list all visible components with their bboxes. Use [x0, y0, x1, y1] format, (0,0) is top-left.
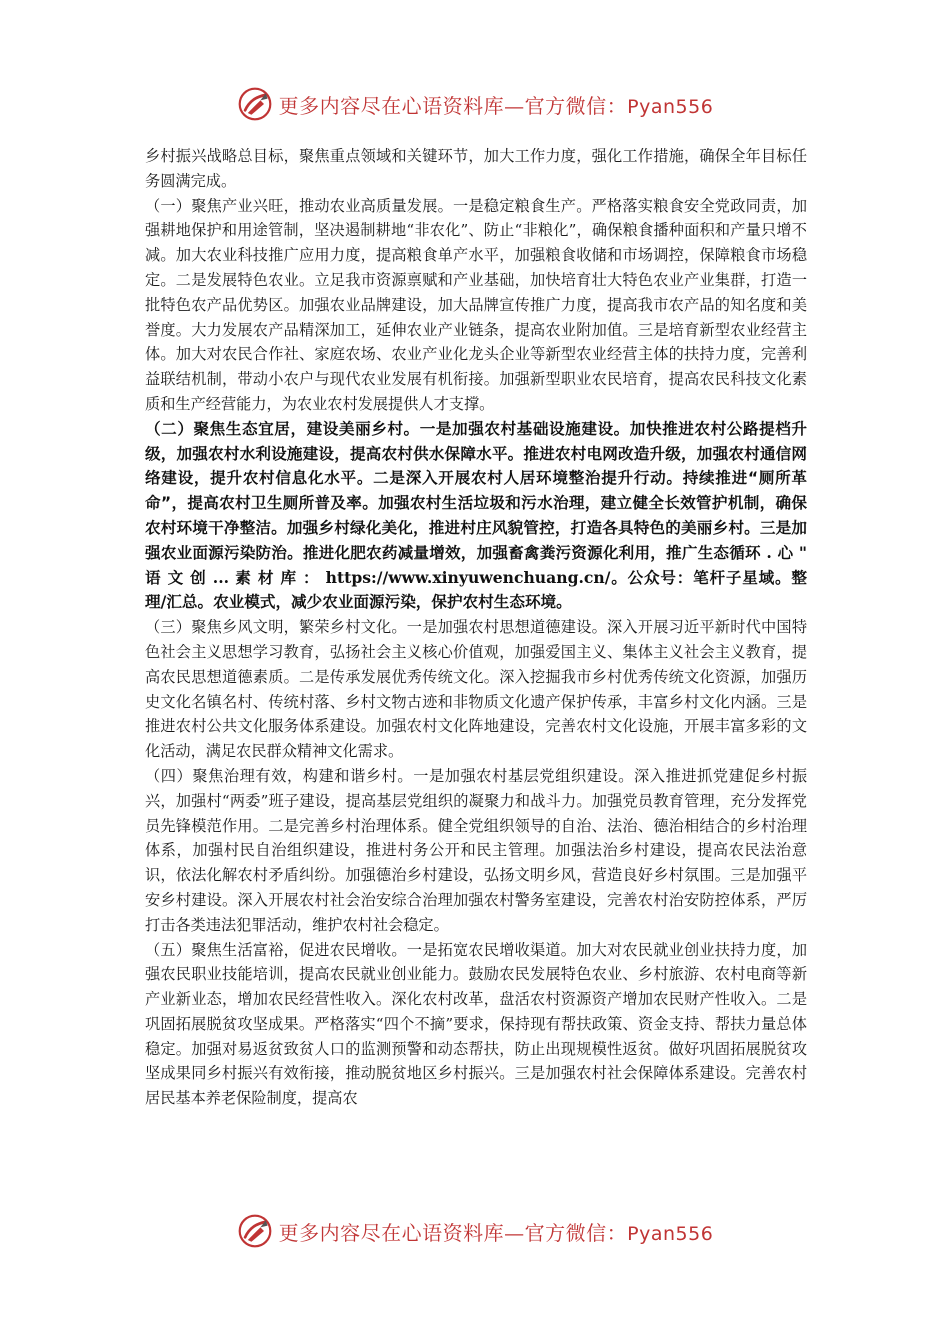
header-banner	[0, 84, 950, 124]
source-reference: . 心 " 语 文 创 ... 素 材 库 ： https://www.xinyuwenchuang.cn/	[145, 542, 807, 587]
banner-text: 更多内容尽在心语资料库—官方微信：Pyan556	[278, 1220, 714, 1245]
paragraph-industry: （一）聚焦产业兴旺，推动农业高质量发展。一是稳定粮食生产。严格落实粮食安全党政同责，加强耕地保护和用途管制，坚决遏制耕地“非农化”、防止“非粮化”，确保粮食播种面积和产量只增不减。加大农业科技推广应用力度，提高粮食单产水平，加强粮食收储和市场调控，保障粮食市场稳定。二是发展特色农业。立足我市资源禀赋和产业基础，加快培育壮大特色农业产业集群，打造一批特色农产品优势区。加强农业品牌建设，加大品牌宣传推广力度，提高我市农产品的知名度和美誉度。大力发展农产品精深加工，延伸农业产业链条，提高农业附加值。三是培育新型农业经营主体。加大对农民合作社、家庭农场、农业产业化龙头企业等新型农业经营主体的扶持力度，完善利益联结机制，带动小农户与现代农业发展有机衔接。加强新型职业农民培育，提高农民科技文化素质和生产经营能力，为农业农村发展提供人才支撑。	[145, 196, 807, 413]
paragraph-culture: （三）聚焦乡风文明，繁荣乡村文化。一是加强农村思想道德建设。深入开展习近平新时代中国特色社会主义思想学习教育，弘扬社会主义核心价值观，加强爱国主义、集体主义社会主义教育，提高农民思想道德素质。二是传承发展优秀传统文化。深入挖掘我市乡村优秀传统文化资源，加强历史文化名镇名村、传统村落、乡村文物古迹和非物质文化遗产保护传承，丰富乡村文化内涵。三是推进农村公共文化服务体系建设。加强农村文化阵地建设，完善农村文化设施，开展丰富多彩的文化活动，满足农民群众精神文化需求。	[145, 618, 807, 761]
footer-banner	[0, 1211, 950, 1251]
quill-logo-icon	[237, 86, 273, 122]
quill-logo-icon	[237, 1213, 273, 1249]
paragraph-intro: 乡村振兴战略总目标，聚焦重点领域和关键环节，加大工作力度，强化工作措施，确保全年目标任务圆满完成。	[145, 147, 807, 190]
paragraph-governance: （四）聚焦治理有效，构建和谐乡村。一是加强农村基层党组织建设。深入推进抓党建促乡村振兴，加强村“两委”班子建设，提高基层党组织的凝聚力和战斗力。加强党员教育管理，充分发挥党员先锋模范作用。二是完善乡村治理体系。健全党组织领导的自治、法治、德治相结合的乡村治理体系，加强村民自治组织建设，推进村务公开和民主管理。加强法治乡村建设，提高农民法治意识，依法化解农村矛盾纠纷。加强德治乡村建设，弘扬文明乡风，营造良好乡村氛围。三是加强平安乡村建设。深入开展农村社会治安综合治理加强农村警务室建设，完善农村治安防控体系，严厉打击各类违法犯罪活动，维护农村社会稳定。	[145, 766, 807, 934]
paragraph-ecology: （二）聚焦生态宜居，建设美丽乡村。一是加强农村基础设施建设。加快推进农村公路提档升级，加强农村水利设施建设，提高农村供水保障水平。推进农村电网改造升级，加强农村通信网络建设，提升农村信息化水平。二是深入开展农村人居环境整治提升行动。持续推进“厕所革命”，提高农村卫生厕所普及率。加强农村生活垃圾和污水治理，建立健全长效管护机制，确保农村环境干净整洁。加强乡村绿化美化，推进村庄风貌管控，打造各具特色的美丽乡村。三是加强农业面源污染防治。推进化肥农药减量增效，加强畜禽粪污资源化利用，推广生态循环 . 心 " 语 文 创 ... 素 材 库 ： https://www.xinyuwenchuang.cn/。公众号：笔杆子星域。整理/汇总。农业模式，减少农业面源污染，保护农村生态环境。	[145, 419, 807, 612]
paragraph-income: （五）聚焦生活富裕，促进农民增收。一是拓宽农民增收渠道。加大对农民就业创业扶持力度，加强农民职业技能培训，提高农民就业创业能力。鼓励农民发展特色农业、乡村旅游、农村电商等新产业新业态，增加农民经营性收入。深化农村改革，盘活农村资源资产增加农民财产性收入。二是巩固拓展脱贫攻坚成果。严格落实“四个不摘”要求，保持现有帮扶政策、资金支持、帮扶力量总体稳定。加强对易返贫致贫人口的监测预警和动态帮扶，防止出现规模性返贫。做好巩固拓展脱贫攻坚成果同乡村振兴有效衔接，推动脱贫地区乡村振兴。三是加强农村社会保障体系建设。完善农村居民基本养老保险制度，提高农	[145, 940, 807, 1108]
banner-text: 更多内容尽在心语资料库—官方微信：Pyan556	[278, 93, 714, 118]
wechat-id: Pyan556	[627, 1222, 714, 1245]
document-body	[145, 144, 807, 1111]
wechat-id: Pyan556	[627, 95, 714, 118]
